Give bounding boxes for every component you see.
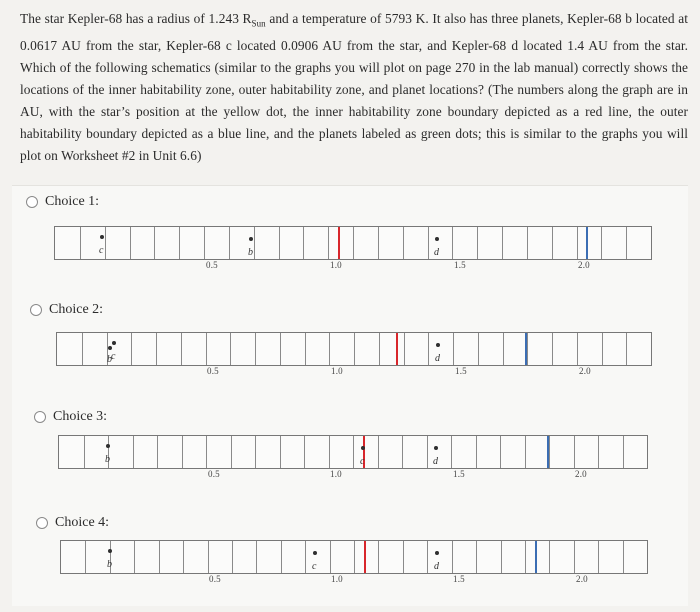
planet-c-dot: [361, 446, 365, 450]
rsun-subscript: Sun: [251, 18, 266, 29]
planet-b-dot: [108, 549, 112, 553]
grid-line: [329, 436, 330, 468]
axis-tick-label: 1.5: [455, 366, 467, 376]
grid-line: [85, 541, 86, 573]
grid-line: [329, 333, 330, 365]
axis-tick-label: 1.0: [331, 574, 343, 584]
grid-line: [353, 436, 354, 468]
axis-tick-label: 0.5: [208, 469, 220, 479]
choice-2-option[interactable]: [30, 302, 103, 318]
grid-line: [84, 436, 85, 468]
planet-c-label: c: [360, 456, 365, 467]
grid-line: [305, 541, 306, 573]
choice-3-label: Choice 3:: [53, 409, 108, 424]
grid-line: [254, 227, 255, 259]
axis-tick-label: 1.5: [454, 260, 466, 270]
planet-c-dot: [313, 551, 317, 555]
grid-line: [378, 227, 379, 259]
radio-button[interactable]: [36, 517, 48, 529]
grid-line: [232, 541, 233, 573]
outer-habitability-line: [525, 333, 527, 365]
grid-line: [378, 541, 379, 573]
grid-line: [204, 227, 205, 259]
grid-line: [179, 227, 180, 259]
grid-line: [552, 227, 553, 259]
grid-line: [502, 227, 503, 259]
grid-line: [577, 227, 578, 259]
grid-line: [404, 333, 405, 365]
grid-line: [154, 227, 155, 259]
grid-line: [477, 227, 478, 259]
inner-habitability-line: [396, 333, 398, 365]
axis-tick-label: 1.5: [453, 574, 465, 584]
planet-c-label: c: [99, 245, 104, 256]
grid-line: [303, 227, 304, 259]
radio-button[interactable]: [26, 196, 38, 208]
planet-b-label: b: [248, 247, 253, 258]
grid-line: [403, 227, 404, 259]
grid-line: [626, 333, 627, 365]
grid-line: [156, 333, 157, 365]
axis-tick-label: 2.0: [576, 574, 588, 584]
grid-line: [503, 333, 504, 365]
grid-line: [428, 333, 429, 365]
grid-line: [353, 227, 354, 259]
grid-line: [452, 227, 453, 259]
grid-line: [354, 333, 355, 365]
planet-d-dot: [435, 551, 439, 555]
grid-line: [131, 333, 132, 365]
grid-line: [80, 227, 81, 259]
choice-1-schematic: [54, 226, 652, 260]
axis-tick-label: 2.0: [575, 469, 587, 479]
choice-2-label: Choice 2:: [49, 302, 104, 317]
grid-line: [452, 541, 453, 573]
grid-line: [206, 333, 207, 365]
axis-tick-label: 0.5: [209, 574, 221, 584]
axis-tick-label: 1.0: [330, 260, 342, 270]
grid-line: [134, 541, 135, 573]
grid-line: [427, 436, 428, 468]
planet-b-label: b: [105, 454, 110, 465]
choice-1-option[interactable]: [26, 194, 99, 210]
grid-line: [525, 436, 526, 468]
grid-line: [500, 436, 501, 468]
choice-2-schematic: [56, 332, 652, 366]
grid-line: [574, 541, 575, 573]
grid-line: [427, 541, 428, 573]
grid-line: [304, 436, 305, 468]
choice-3-schematic: [58, 435, 648, 469]
grid-line: [229, 227, 230, 259]
axis-tick-label: 0.5: [206, 260, 218, 270]
grid-line: [130, 227, 131, 259]
radio-button[interactable]: [30, 304, 42, 316]
choice-4-option[interactable]: [36, 515, 109, 531]
axis-tick-label: 1.0: [331, 366, 343, 376]
grid-line: [378, 436, 379, 468]
answer-choices: [12, 185, 688, 606]
grid-line: [279, 227, 280, 259]
inner-habitability-line: [364, 541, 366, 573]
grid-line: [577, 333, 578, 365]
grid-line: [281, 541, 282, 573]
grid-line: [402, 436, 403, 468]
axis-tick-label: 0.5: [207, 366, 219, 376]
grid-line: [280, 333, 281, 365]
choice-4-label: Choice 4:: [55, 515, 110, 530]
grid-line: [256, 541, 257, 573]
grid-line: [403, 541, 404, 573]
grid-line: [181, 333, 182, 365]
axis-tick-label: 1.5: [453, 469, 465, 479]
grid-line: [601, 227, 602, 259]
grid-line: [549, 436, 550, 468]
grid-line: [527, 333, 528, 365]
grid-line: [379, 333, 380, 365]
planet-c-dot: [112, 341, 116, 345]
grid-line: [552, 333, 553, 365]
grid-line: [328, 227, 329, 259]
grid-line: [330, 541, 331, 573]
grid-line: [525, 541, 526, 573]
choice-3-option[interactable]: [34, 409, 107, 425]
grid-line: [183, 541, 184, 573]
grid-line: [231, 436, 232, 468]
grid-line: [105, 227, 106, 259]
planet-d-label: d: [434, 561, 439, 572]
grid-line: [598, 541, 599, 573]
grid-line: [208, 541, 209, 573]
grid-line: [133, 436, 134, 468]
grid-line: [255, 436, 256, 468]
choice-4-schematic: [60, 540, 648, 574]
grid-line: [501, 541, 502, 573]
question-line-1: The star Kepler-68 has a radius of 1.243 R: [20, 11, 252, 26]
grid-line: [623, 541, 624, 573]
planet-c-label: c: [312, 561, 317, 572]
grid-line: [206, 436, 207, 468]
planet-b-dot: [108, 346, 112, 350]
outer-habitability-line: [535, 541, 537, 573]
planet-d-dot: [434, 446, 438, 450]
axis-tick-label: 1.0: [330, 469, 342, 479]
grid-line: [453, 333, 454, 365]
planet-b-label: b: [107, 559, 112, 570]
grid-line: [428, 227, 429, 259]
planet-b-dot: [249, 237, 253, 241]
grid-line: [574, 436, 575, 468]
grid-line: [602, 333, 603, 365]
grid-line: [598, 436, 599, 468]
grid-line: [182, 436, 183, 468]
grid-line: [476, 541, 477, 573]
planet-d-dot: [436, 343, 440, 347]
grid-line: [623, 436, 624, 468]
outer-habitability-line: [586, 227, 588, 259]
grid-line: [157, 436, 158, 468]
planet-d-label: d: [434, 247, 439, 258]
planet-d-label: d: [433, 456, 438, 467]
grid-line: [549, 541, 550, 573]
radio-button[interactable]: [34, 411, 46, 423]
grid-line: [478, 333, 479, 365]
grid-line: [280, 436, 281, 468]
grid-line: [527, 227, 528, 259]
grid-line: [82, 333, 83, 365]
planet-d-dot: [435, 237, 439, 241]
planet-b-label: b: [107, 354, 112, 365]
grid-line: [305, 333, 306, 365]
axis-tick-label: 2.0: [579, 366, 591, 376]
outer-habitability-line: [547, 436, 549, 468]
grid-line: [354, 541, 355, 573]
planet-d-label: d: [435, 353, 440, 364]
question-text: [20, 8, 688, 167]
planet-b-dot: [106, 444, 110, 448]
choice-1-label: Choice 1:: [45, 194, 100, 209]
grid-line: [255, 333, 256, 365]
grid-line: [451, 436, 452, 468]
planet-c-dot: [100, 235, 104, 239]
question-line-2: and a temperature of 5793 K. It also has three planets, Kepler-68 b located at 0.0617 AU from the star, Kepler-68 c located 0.0906 AU from the star, and Kepler-68 d located 1.4 AU from the star. Which of the following schematics (similar to the graphs you will plot on page 270 in the lab manual) correctly shows the locations of the inner habitability zone, outer habitability zone, and planet locations? (The numbers along the graph are in AU, with the star’s position at the yellow dot, the inner habitability zone boundary depicted as a red line, the outer habitability boundary depicted as a blue line, and the planets labeled as green dots; this is similar to the graphs you will plot on Worksheet #2 in Unit 6.6): [20, 11, 689, 163]
grid-line: [159, 541, 160, 573]
grid-line: [476, 436, 477, 468]
planet-c-label: c: [111, 351, 116, 362]
grid-line: [230, 333, 231, 365]
inner-habitability-line: [338, 227, 340, 259]
grid-line: [626, 227, 627, 259]
axis-tick-label: 2.0: [578, 260, 590, 270]
